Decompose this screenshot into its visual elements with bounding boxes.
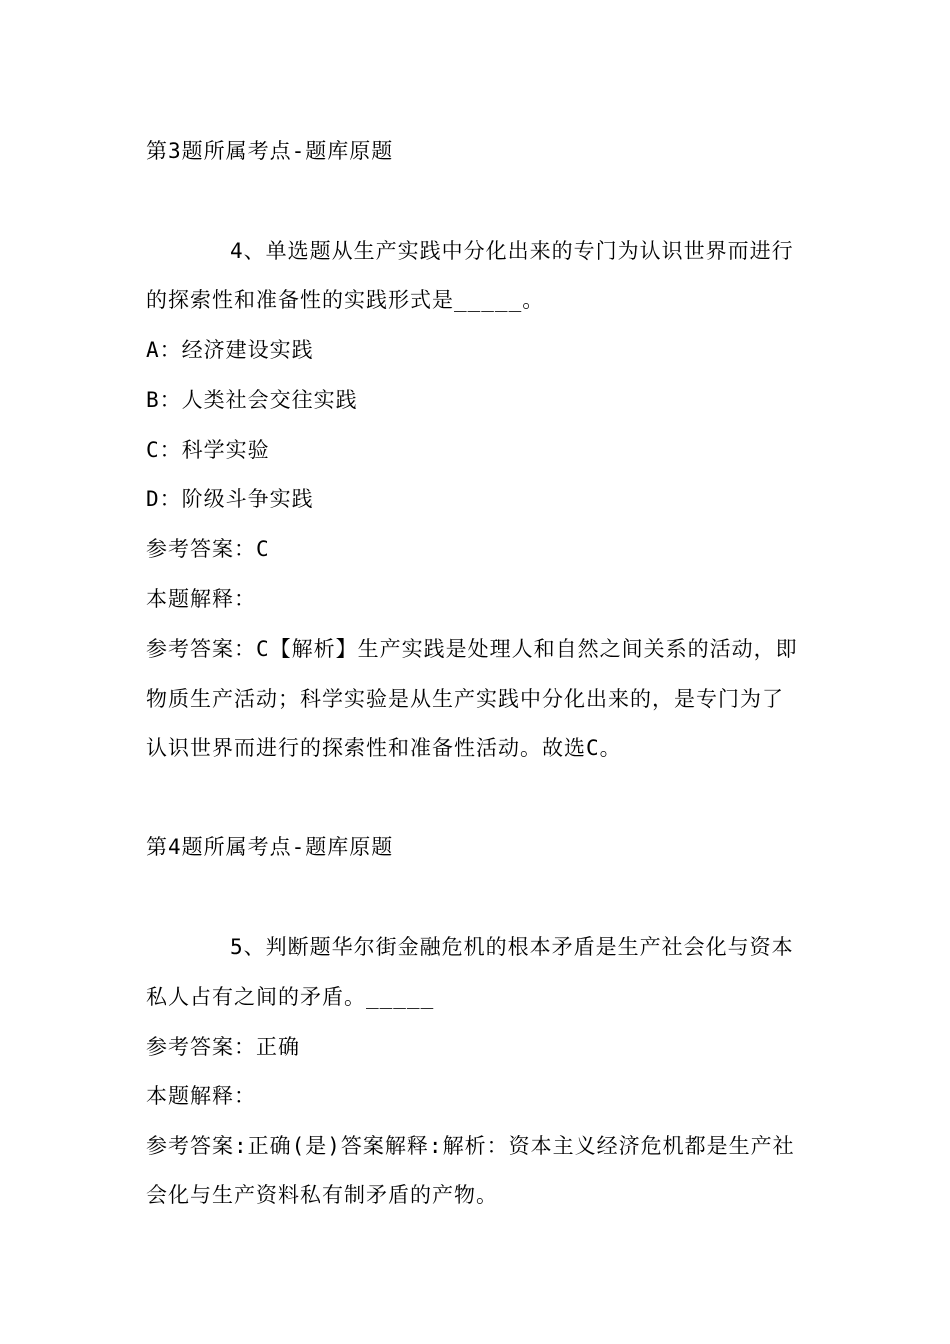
question-4-explain-line-1: 参考答案：C【解析】生产实践是处理人和自然之间关系的活动，即: [146, 637, 798, 661]
topic-line-q4: 第4题所属考点-题库原题: [146, 835, 394, 859]
topic-line-q3: 第3题所属考点-题库原题: [146, 139, 394, 163]
option-c: C：科学实验: [146, 438, 270, 462]
question-5-explain-label: 本题解释：: [146, 1084, 256, 1108]
question-4-stem-line-2: 的探索性和准备性的实践形式是_____。: [146, 288, 545, 312]
question-5-answer: 参考答案：正确: [146, 1035, 300, 1059]
option-b: B：人类社会交往实践: [146, 388, 358, 412]
question-4-stem-line-1: 4、单选题从生产实践中分化出来的专门为认识世界而进行: [230, 239, 794, 263]
option-a: A：经济建设实践: [146, 338, 314, 362]
question-5-explain-line-2: 会化与生产资料私有制矛盾的产物。: [146, 1183, 498, 1207]
question-5-explain-line-1: 参考答案:正确(是)答案解释:解析：资本主义经济危机都是生产社: [146, 1134, 795, 1158]
question-4-explain-line-3: 认识世界而进行的探索性和准备性活动。故选C。: [146, 736, 622, 760]
question-4-explain-line-2: 物质生产活动；科学实验是从生产实践中分化出来的，是专门为了: [146, 687, 784, 711]
question-5-stem-line-1: 5、判断题华尔街金融危机的根本矛盾是生产社会化与资本: [230, 935, 794, 959]
question-4-answer: 参考答案：C: [146, 537, 270, 561]
question-5-stem-line-2: 私人占有之间的矛盾。_____: [146, 985, 435, 1009]
option-d: D：阶级斗争实践: [146, 487, 314, 511]
question-4-explain-label: 本题解释：: [146, 587, 256, 611]
